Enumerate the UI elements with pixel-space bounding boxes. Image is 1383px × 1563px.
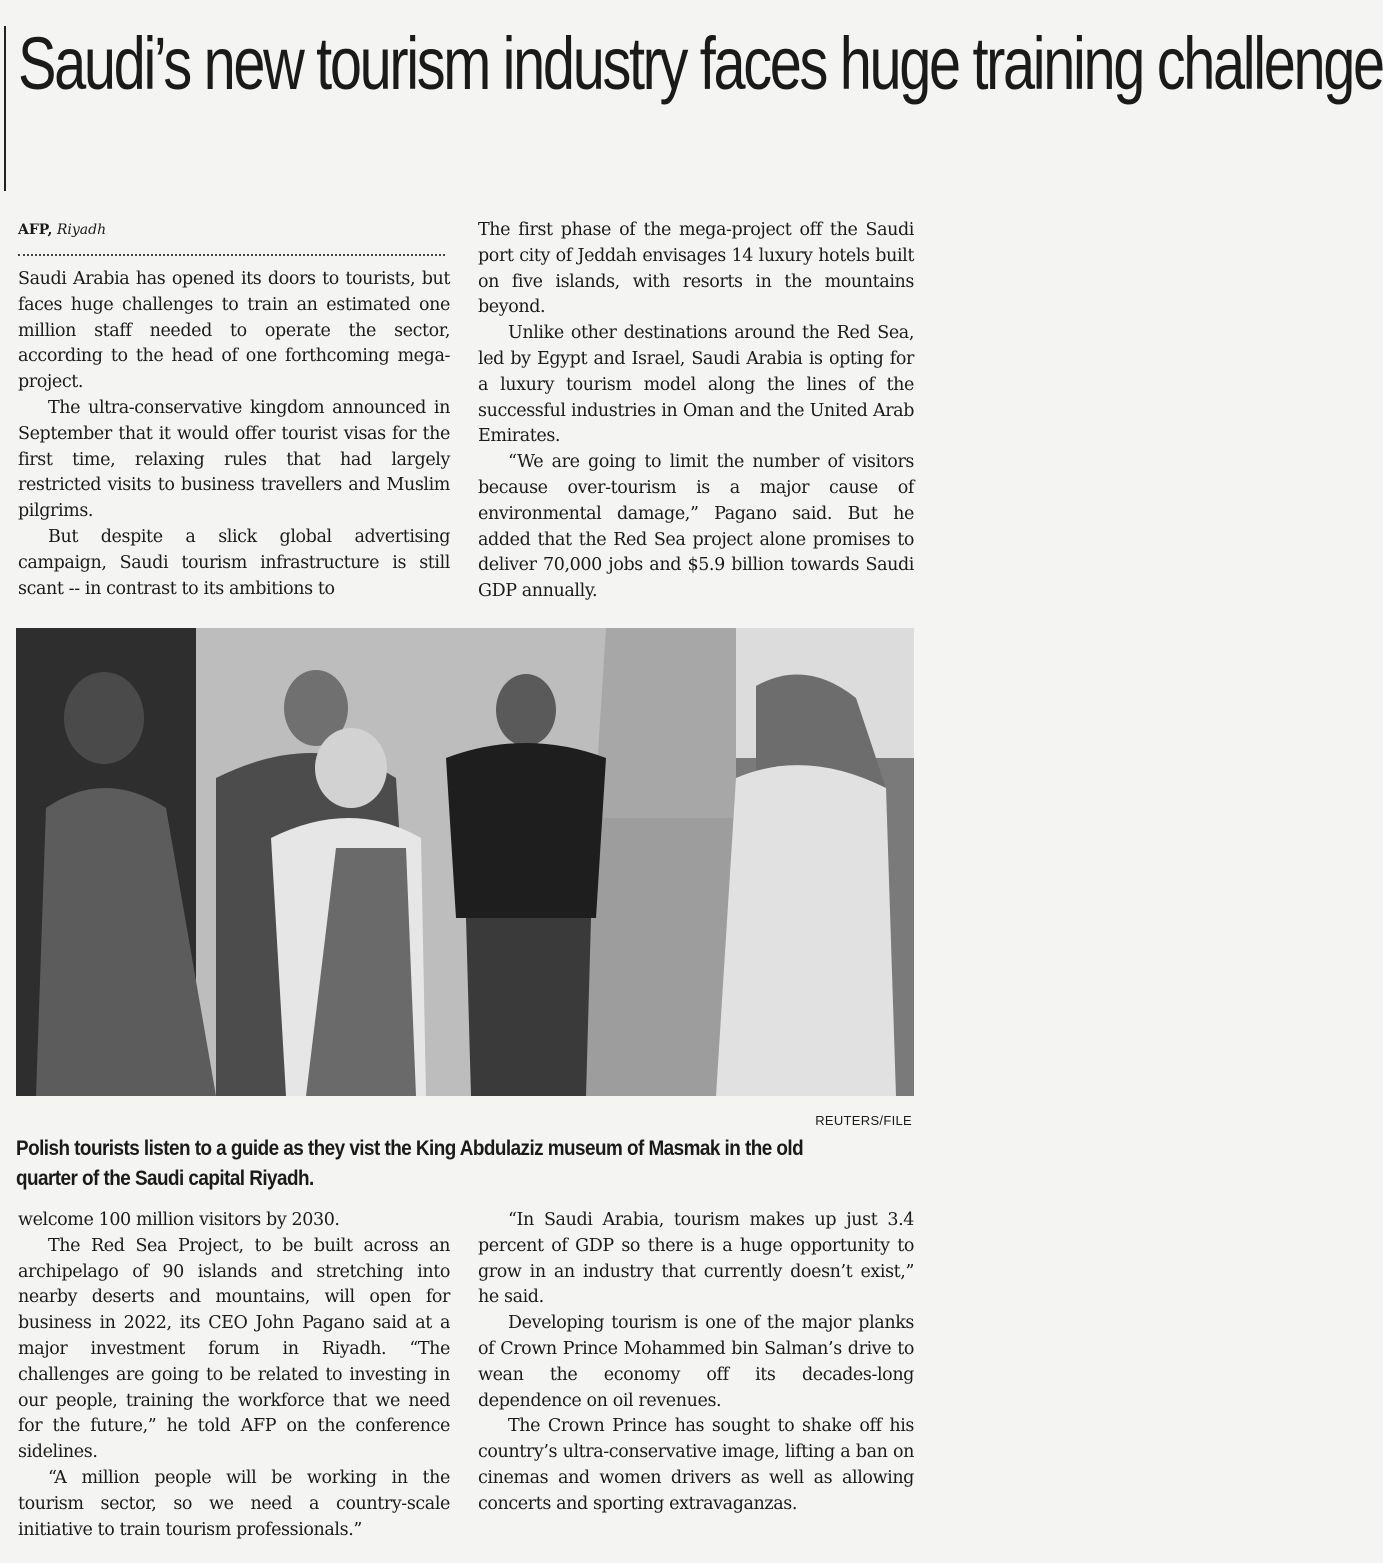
byline: [18, 222, 106, 238]
paragraph: welcome 100 million visitors by 2030.: [18, 1210, 340, 1230]
article-column-3: [18, 1208, 450, 1543]
byline-agency: AFP,: [18, 222, 53, 238]
byline-place: Riyadh: [56, 222, 107, 238]
paragraph: Developing tourism is one of the major planks of Crown Prince Mohammed bin Salman’s drive to wean the economy off its decades-long dependence on oil revenues.: [478, 1313, 914, 1411]
news-photo: [16, 628, 914, 1096]
headline: Saudi’s new tourism industry faces huge training challenge: [18, 22, 1383, 105]
paragraph: “In Saudi Arabia, tourism makes up just 3.4 percent of GDP so there is a huge opportunity to grow in an industry that currently doesn’t exist,” he said.: [478, 1210, 914, 1308]
article-column-1: [18, 267, 450, 602]
article-column-4: [478, 1208, 914, 1518]
photo-caption: Polish tourists listen to a guide as they vist the King Abdulaziz museum of Masmak in the old quarter of the Saudi capital Riyadh.: [16, 1137, 804, 1190]
paragraph: The ultra-conservative kingdom announced in September that it would offer tourist visas for the first time, relaxing rules that had largely restricted visits to business travellers and Muslim pilgrims.: [18, 397, 450, 522]
paragraph: The Red Sea Project, to be built across an archipelago of 90 islands and stretching into nearby deserts and mountains, will open for business in 2022, its CEO John Pagano said at a major investment forum in Riyadh. “The challenges are going to be related to investing in our people, training the workforce that we need for the future,” he told AFP on the conference sidelines.: [18, 1235, 450, 1463]
paragraph: “A million people will be working in the tourism sector, so we need a country-scale initiative to train tourism professionals.”: [18, 1467, 450, 1540]
tourists-with-guide-image: [16, 628, 914, 1096]
article-column-2: [478, 218, 914, 605]
paragraph: Saudi Arabia has opened its doors to tourists, but faces huge challenges to train an estimated one million staff needed to operate the sector, according to the head of one forthcoming mega-project.: [18, 269, 450, 393]
paragraph: “We are going to limit the number of visitors because over-tourism is a major cause of environmental damage,” Pagano said. But he added that the Red Sea project alone promises to deliver 70,000 jobs and $5.9 billion towards Saudi GDP annually.: [478, 452, 914, 602]
paragraph: The first phase of the mega-project off the Saudi port city of Jeddah envisages 14 luxury hotels built on five islands, with resorts in the mountains beyond.: [478, 220, 914, 318]
photo-credit: REUTERS/FILE: [815, 1113, 912, 1128]
headline-rule: [4, 26, 6, 191]
paragraph: Unlike other destinations around the Red Sea, led by Egypt and Israel, Saudi Arabia is opting for a luxury tourism model along the lines of the successful industries in Oman and the United Arab Emirates.: [478, 323, 914, 447]
paragraph: The Crown Prince has sought to shake off his country’s ultra-conservative image, lifting a ban on cinemas and women drivers as well as allowing concerts and sporting extravaganzas.: [478, 1416, 914, 1514]
dotted-divider: [18, 254, 445, 256]
paragraph: But despite a slick global advertising campaign, Saudi tourism infrastructure is still scant -- in contrast to its ambitions to: [18, 526, 450, 599]
